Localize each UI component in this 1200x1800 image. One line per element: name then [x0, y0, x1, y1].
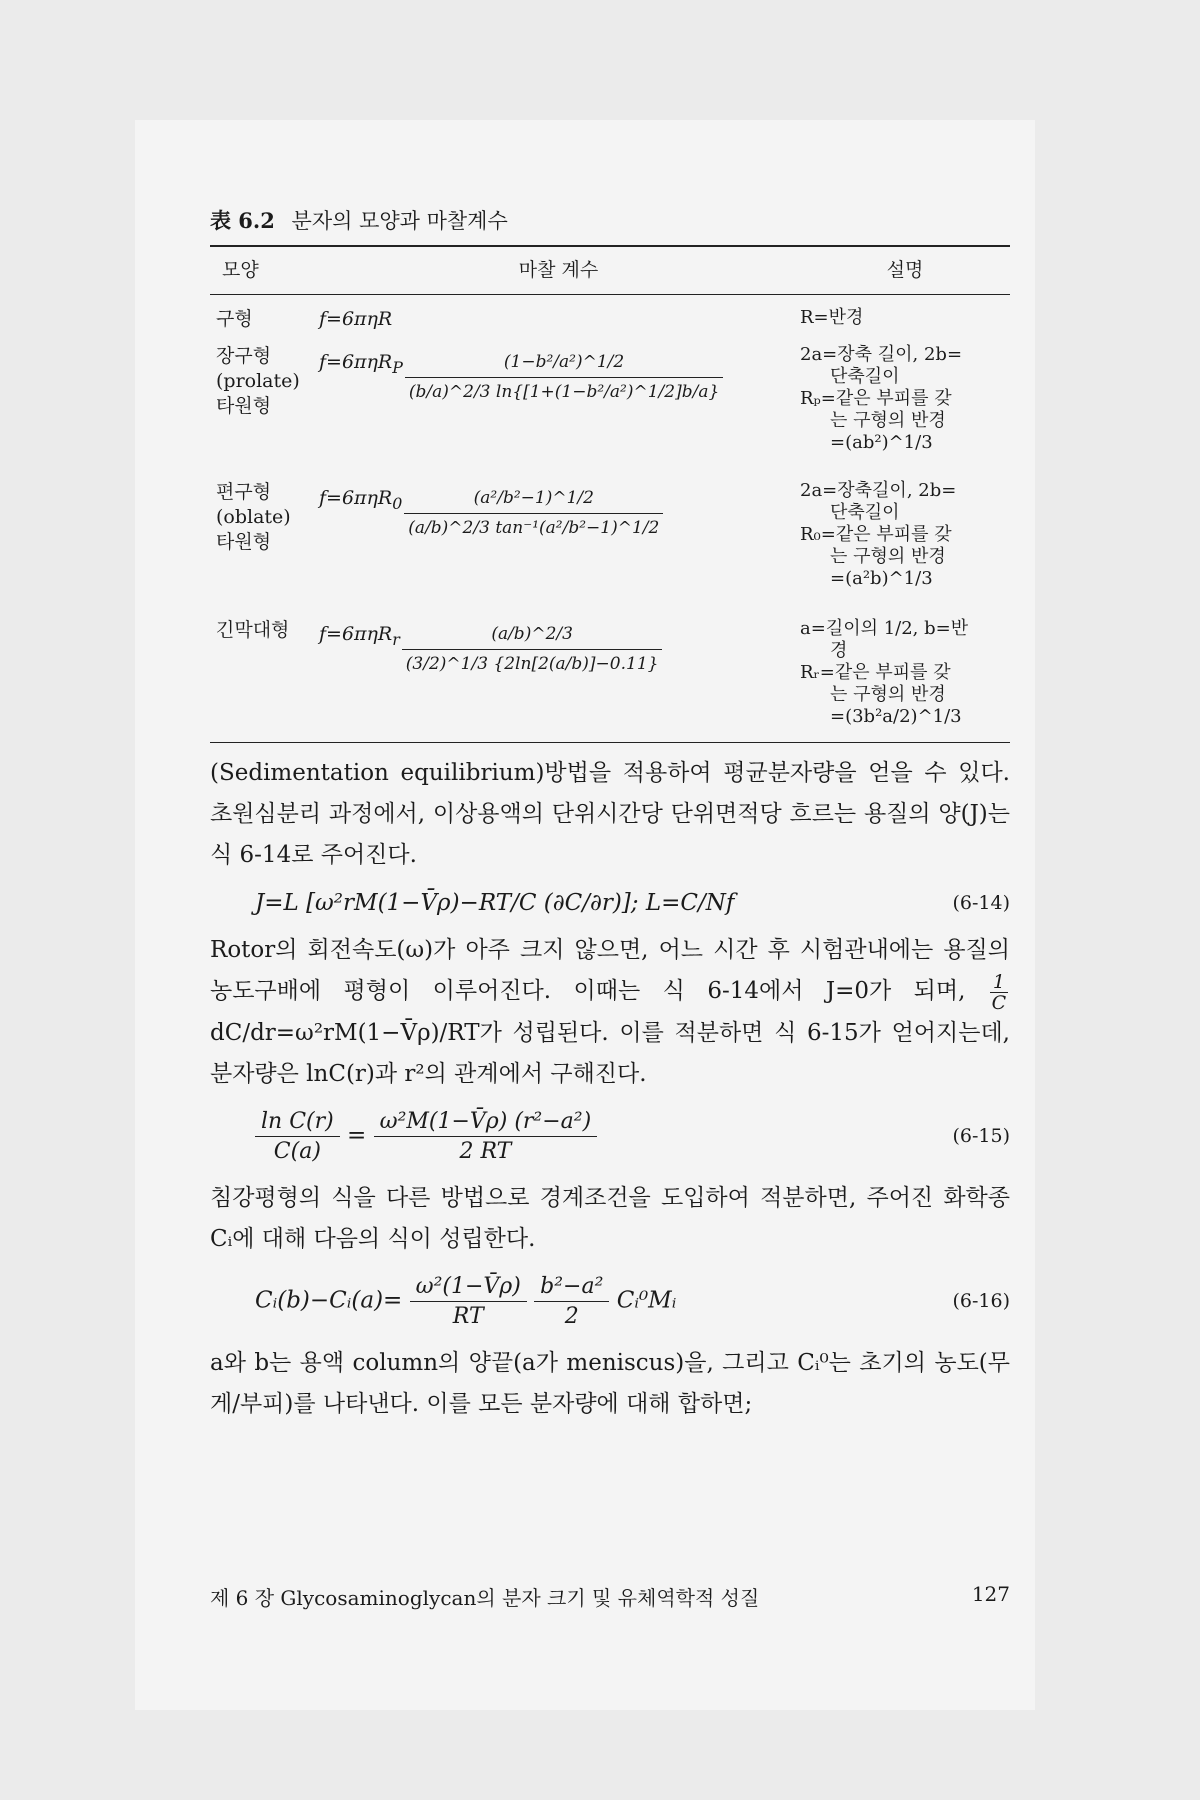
formula-fraction	[405, 350, 723, 405]
page-number: 127	[971, 1582, 1010, 1606]
row-desc: 단축길이	[830, 502, 900, 523]
row-shape: 타원형	[216, 395, 272, 417]
row-desc: 2a=장축길이, 2b=	[800, 480, 957, 501]
row-formula: f=6πηR$_P$	[319, 351, 403, 377]
table-caption	[210, 205, 1010, 235]
table-row	[210, 590, 1010, 742]
fraction-denominator: (b/a)^2/3 ln{[1+(1−b²/a²)^1/2]b/a}	[408, 382, 720, 402]
table-label: 表 6.2	[210, 208, 275, 233]
table-row	[210, 332, 1010, 454]
fraction-denominator: (3/2)^1/3 {2ln[2(a/b)]−0.11}	[405, 654, 659, 674]
page-footer	[210, 1582, 1010, 1611]
formula-fraction	[402, 622, 663, 677]
equation-fraction-numerator: ω²(1−V̄ρ)	[410, 1274, 527, 1302]
row-formula: f=6πηR$_0$	[319, 487, 403, 513]
row-desc: =(3b²a/2)^1/3	[830, 706, 962, 727]
inline-fraction-denominator: C	[991, 991, 1007, 1014]
equation-body	[210, 1274, 676, 1329]
header-description: 설명	[886, 259, 924, 281]
row-shape: 편구형	[216, 481, 272, 503]
table-title: 분자의 모양과 마찰계수	[291, 209, 508, 233]
row-desc: 단축길이	[830, 366, 900, 387]
equation-6-15	[210, 1109, 1010, 1164]
paragraph-rotor	[210, 930, 1010, 1095]
row-desc: R=반경	[800, 307, 864, 328]
paragraph-column: a와 b는 용액 column의 양끝(a가 meniscus)을, 그리고 Cᵢ⁰는 초기의 농도(무게/부피)를 나타낸다. 이를 모든 분자량에 대해 합하면;	[210, 1349, 1010, 1417]
equation-number: (6-16)	[952, 1290, 1010, 1312]
equation-number: (6-15)	[952, 1125, 1010, 1147]
paragraph-text: Rotor의 회전속도(ω)가 아주 크지 않으면, 어느 시간 후 시험관내에는 용질의 농도구배에 평형이 이루어진다. 이때는 식 6-14에서 J=0가 되며,	[210, 937, 1010, 1004]
row-desc: Rᵣ=같은 부피를 갖	[800, 662, 951, 683]
equation-6-16	[210, 1274, 1010, 1329]
row-desc: =(ab²)^1/3	[830, 432, 933, 453]
equation-lhs-denominator: C(a)	[273, 1138, 321, 1164]
equation-lhs-numerator: ln C(r)	[255, 1109, 340, 1137]
row-desc: Rₚ=같은 부피를 갖	[800, 388, 952, 409]
equation-body: $\frac{\text{ln C(r)}}{C(a)}$ = $\frac{\text{ω²M(1−V̄ρ) (r²−a²)}}{2 RT}$	[210, 1109, 597, 1164]
fraction-denominator: (a/b)^2/3 tan⁻¹(a²/b²−1)^1/2	[408, 518, 660, 538]
table-bottom-rule	[210, 742, 1010, 743]
row-desc: =(a²b)^1/3	[830, 568, 933, 589]
header-shape: 모양	[222, 259, 259, 281]
row-shape: 구형	[216, 308, 253, 330]
equation-fraction-denominator: 2	[564, 1303, 579, 1329]
inline-fraction	[990, 972, 1008, 1013]
formula-fraction	[404, 486, 663, 541]
fraction-numerator: (a/b)^2/3	[402, 622, 663, 650]
header-friction: 마찰 계수	[518, 259, 599, 281]
inline-fraction-numerator: 1	[990, 972, 1008, 993]
running-footer: 제 6 장 Glycosaminoglycan의 분자 크기 및 유체역학적 성질	[210, 1586, 760, 1610]
row-shape: (oblate)	[216, 506, 291, 528]
row-shape: 긴막대형	[216, 619, 290, 641]
row-shape: 타원형	[216, 531, 272, 553]
equation-body: J=L [ω²rM(1−V̄ρ)−RT/C (∂C/∂r)]; L=C/Nf	[255, 890, 735, 916]
equation-rhs-numerator: ω²M(1−V̄ρ) (r²−a²)	[374, 1109, 598, 1137]
row-desc: 는 구형의 반경	[830, 546, 946, 567]
row-formula: f=6πηR$_r$	[319, 623, 400, 649]
row-desc: 는 구형의 반경	[830, 410, 946, 431]
equation-rhs-denominator: 2 RT	[459, 1138, 512, 1164]
equation-fraction-denominator: RT	[452, 1303, 484, 1329]
row-desc: 는 구형의 반경	[830, 684, 946, 705]
fraction-numerator: (1−b²/a²)^1/2	[405, 350, 723, 378]
row-desc: a=길이의 1/2, b=반	[800, 618, 969, 639]
page-content	[210, 205, 1010, 1425]
equation-tail: Cᵢ⁰Mᵢ	[616, 1287, 677, 1313]
row-desc: 2a=장축 길이, 2b=	[800, 344, 963, 365]
row-shape: 장구형	[216, 345, 272, 367]
row-desc: 경	[830, 640, 848, 661]
paragraph-text: dC/dr=ω²rM(1−V̄ρ)/RT가 성립된다. 이를 적분하면 식 6-15가 얻어지는데, 분자량은 lnC(r)과 r²의 관계에서 구해진다.	[210, 1019, 1010, 1087]
equation-lhs: Cᵢ(b)−Cᵢ(a)=	[255, 1287, 403, 1313]
fraction-numerator: (a²/b²−1)^1/2	[404, 486, 663, 514]
row-shape: (prolate)	[216, 370, 300, 392]
row-formula: f=6πηR	[319, 308, 393, 330]
table-header	[210, 247, 1010, 294]
paragraph-sedimentation: (Sedimentation equilibrium)방법을 적용하여 평균분자량을 얻을 수 있다. 초원심분리 과정에서, 이상용액의 단위시간당 단위면적당 흐르는 용질의 양(J)는 식 6-14로 주어진다.	[210, 760, 1010, 868]
row-desc: R₀=같은 부피를 갖	[800, 524, 952, 545]
paragraph-equilibrium: 침강평형의 식을 다른 방법으로 경계조건을 도입하여 적분하면, 주어진 화학종 Cᵢ에 대해 다음의 식이 성립한다.	[210, 1184, 1010, 1252]
equation-6-14	[210, 890, 1010, 916]
equation-number: (6-14)	[952, 892, 1010, 914]
equation-fraction-numerator: b²−a²	[534, 1274, 609, 1302]
table-row	[210, 295, 1010, 332]
table-row	[210, 454, 1010, 590]
